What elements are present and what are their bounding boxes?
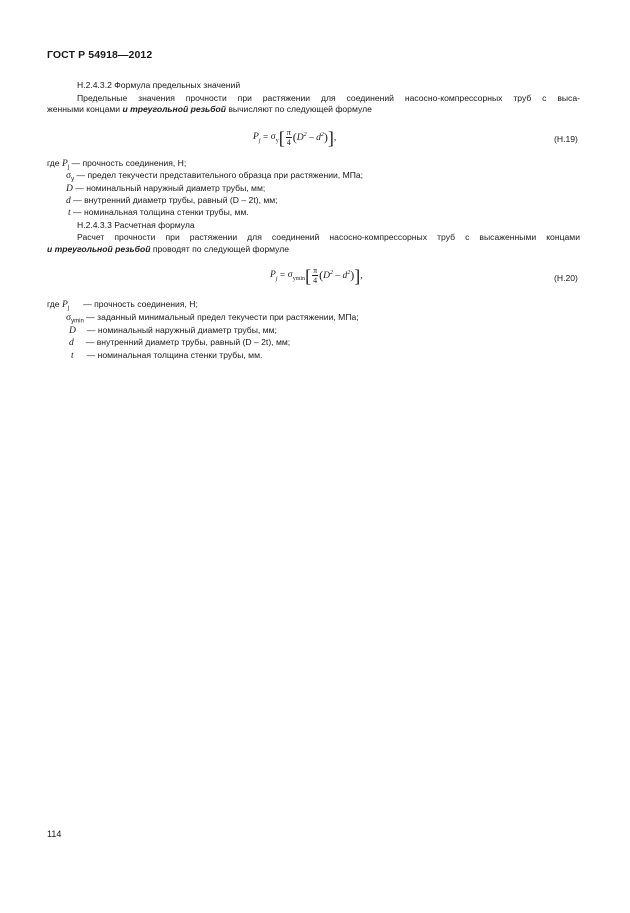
equals-sign: = [277,270,288,281]
emphasis-text: и треугольной резьбой [122,104,226,114]
text-run: проводят по следующей формуле [150,244,290,254]
definition-item: t — номинальная толщина стенки трубы, мм. [71,350,263,361]
definition-item: D — номинальный наружный диаметр трубы, мм; [69,325,277,336]
sigma-symbol: $\sigma_y$ [270,131,279,144]
paragraph-2-line-1: Расчет прочности при растяжении для соединений насосно-компрессорных труб с высаженными концами [77,232,580,242]
definition-item: где $P_j$ — прочность соединения, Н; [47,299,198,312]
sigma-symbol: $\sigma_{ymin}$ [287,269,306,282]
definition-item: $\sigma_{ymin}$ — заданный минимальный предел текучести при растяжении, МПа; [66,312,359,325]
equation-number-h20: (Н.20) [554,273,578,283]
left-bracket: [ [278,127,285,148]
definition-item: D — номинальный наружный диаметр трубы, мм; [66,183,266,194]
document-header: ГОСТ Р 54918—2012 [47,49,153,61]
outer-diameter: $D^2$ [296,131,307,144]
fraction: $\frac{\pi}{4}$ [286,128,291,147]
formula-h19 [253,128,336,147]
formula-h20 [270,266,363,285]
inner-diameter: $d^2$ [342,269,351,282]
left-bracket: [ [305,265,312,286]
section-heading-2: Н.2.4.3.3 Расчетная формула [77,220,195,230]
formula-lhs: $P_j$ [270,269,278,282]
left-paren: ( [292,130,297,144]
definition-item: $\sigma_y$ — предел текучести представительного образца при растяжении, МПа; [66,170,364,183]
definition-item: d — внутренний диаметр трубы, равный (D – 2t), мм; [69,337,291,348]
comma: , [333,132,337,143]
section-heading-1: Н.2.4.3.2 Формула предельных значений [77,80,241,90]
equation-number-h19: (Н.19) [554,134,578,144]
minus-sign: – [306,132,317,143]
right-bracket: ] [327,127,334,148]
emphasis-text: и треугольной резьбой [47,244,151,254]
definition-item: d — внутренний диаметр трубы, равный (D – 2t), мм; [66,195,278,206]
text-run: вычисляют по следующей формуле [225,104,372,114]
right-bracket: ] [354,265,361,286]
inner-diameter: $d^2$ [316,131,324,144]
outer-diameter: $D^2$ [323,269,333,282]
fraction: $\frac{\pi}{4}$ [313,266,318,285]
paragraph-1-line-2 [47,104,372,115]
definition-item: где $P_j$ — прочность соединения, Н; [47,158,187,171]
minus-sign: – [332,270,343,281]
equals-sign: = [260,132,271,143]
paragraph-2-line-2 [47,244,289,255]
left-paren: ( [319,268,324,282]
definition-item: t — номинальная толщина стенки трубы, мм. [68,207,249,218]
text-run: женными концами [47,104,123,114]
formula-lhs: $P_j$ [253,131,261,144]
page-number: 114 [47,829,62,839]
paragraph-1-line-1: Предельные значения прочности при растяжении для соединений насосно-компрессорных труб с выса- [77,93,580,103]
right-paren: ) [323,130,328,144]
right-paren: ) [350,268,355,282]
comma: , [360,270,363,281]
